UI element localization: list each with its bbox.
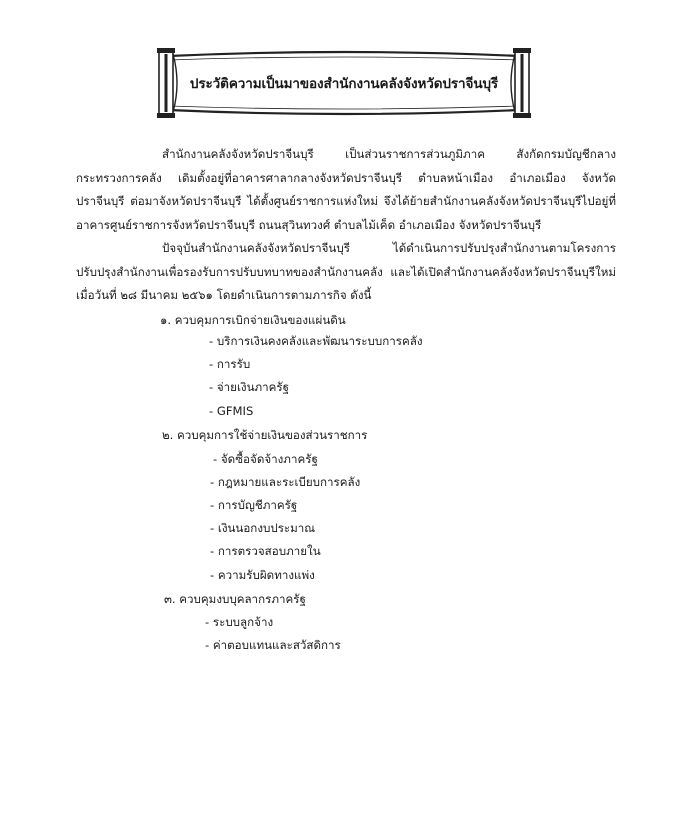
list-item: - การบัญชีภาครัฐ	[210, 498, 298, 512]
list-item: - บริการเงินคงคลังและพัฒนาระบบการคลัง	[209, 334, 423, 348]
list-item: - ความรับผิดทางแพ่ง	[210, 568, 315, 582]
paragraph-line: เมื่อวันที่ ๒๘ มีนาคม ๒๕๖๑ โดยดำเนินการตามภารกิจ ดังนี้	[76, 288, 372, 302]
list-item: - เงินนอกงบประมาณ	[210, 521, 316, 535]
list-item: - กฎหมายและระเบียบการคลัง	[210, 475, 361, 489]
paragraph-line: ปราจีนบุรี ต่อมาจังหวัดปราจีนบุรี ได้ตั้งศูนย์ราชการแห่งใหม่ จึงได้ย้ายสำนักงานคลังจังหวัดปราจีนบุรีไปอยู่ที่	[76, 194, 616, 208]
section-heading: ๓. ควบคุมงบบุคลากรภาครัฐ	[164, 592, 306, 606]
paragraph-line: อาคารศูนย์ราชการจังหวัดปราจีนบุรี ถนนสุวินทวงศ์ ตำบลไม้เค็ด อำเภอเมือง จังหวัดปราจีนบุรี	[76, 217, 542, 232]
paragraph-line: กระทรวงการคลัง เดิมตั้งอยู่ที่อาคารศาลากลางจังหวัดปราจีนบุรี ตำบลหน้าเมือง อำเภอเมือง จังหวัด	[76, 170, 616, 185]
paragraph-line: ปัจจุบันสำนักงานคลังจังหวัดปราจีนบุรี ได้ดำเนินการปรับปรุงสำนักงานตามโครงการ	[162, 241, 616, 255]
list-item: - ค่าตอบแทนและสวัสดิการ	[205, 638, 341, 652]
list-item: - การตรวจสอบภายใน	[210, 544, 321, 558]
paragraph-line: สำนักงานคลังจังหวัดปราจีนบุรี เป็นส่วนราชการส่วนภูมิภาค สังกัดกรมบัญชีกลาง	[162, 147, 616, 161]
paragraph-history	[76, 143, 616, 237]
list-item: - ระบบลูกจ้าง	[205, 615, 274, 629]
list-item: - จ่ายเงินภาครัฐ	[209, 380, 290, 394]
section-heading: ๒. ควบคุมการใช้จ่ายเงินของส่วนราชการ	[162, 428, 368, 442]
title-banner	[155, 44, 533, 122]
section-heading: ๑. ควบคุมการเบิกจ่ายเงินของแผ่นดิน	[160, 313, 346, 327]
list-item: - GFMIS	[209, 404, 254, 418]
list-item: - จัดซื้อจัดจ้างภาครัฐ	[213, 452, 318, 466]
page-title: ประวัติความเป็นมาของสำนักงานคลังจังหวัดปราจีนบุรี	[189, 76, 499, 92]
paragraph-line: ปรับปรุงสำนักงานเพื่อรองรับการปรับบทบาทของสำนักงานคลัง และได้เปิดสำนักงานคลังจังหวัดปราจีนบุรีใหม่	[76, 264, 616, 279]
paragraph-current	[76, 237, 616, 308]
list-item: - การรับ	[209, 357, 251, 371]
